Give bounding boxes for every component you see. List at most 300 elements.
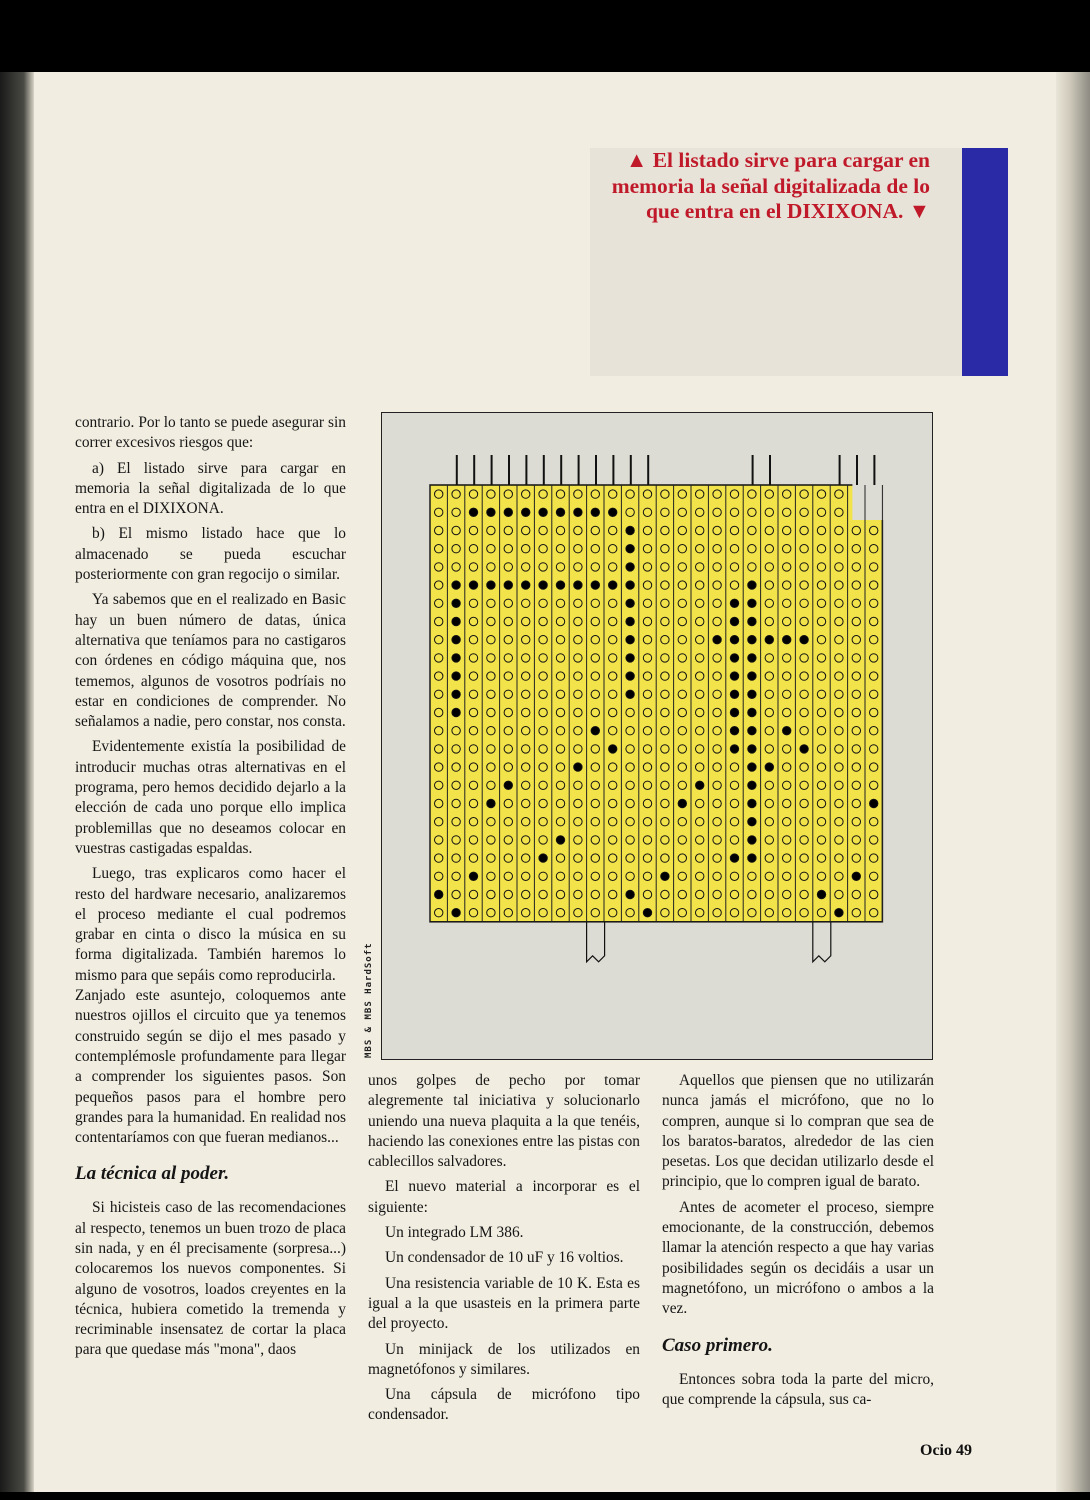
board-hole [435,563,443,571]
board-hole [435,799,443,807]
paragraph: a) El listado sirve para cargar en memoria la señal digitalizada de lo que entra en el DIXIXONA. [75,459,346,518]
board-hole [852,672,860,680]
board-hole [522,672,530,680]
board-hole [469,745,477,753]
board-hole [626,708,634,716]
board-hole [713,599,721,607]
board-hole [730,490,738,498]
board-hole [504,890,512,898]
board-hole [661,654,669,662]
solder-point [452,672,460,680]
board-hole [870,836,878,844]
board-hole [800,508,808,516]
solder-point [626,545,634,553]
board-hole [661,563,669,571]
board-hole [783,599,791,607]
paragraph: Ya sabemos que en el realizado en Basic hay un buen número de datas, única alternativa que teníamos para no castigaros con órdenes en código máquina que, nos tememos, algunos de vosotros podríais no estar en condiciones de comprender. No señalamos a nadie, pero constar, nos consta. [75,591,346,731]
board-hole [591,818,599,826]
solder-point [730,599,738,607]
solder-point [748,636,756,644]
board-hole [696,526,704,534]
board-hole [574,909,582,917]
board-hole [730,890,738,898]
board-hole [835,763,843,771]
board-hole [522,745,530,753]
board-hole [817,818,825,826]
board-hole [522,890,530,898]
board-hole [452,799,460,807]
board-hole [817,581,825,589]
board-hole [626,727,634,735]
board-hole [469,708,477,716]
board-hole [539,745,547,753]
board-hole [539,654,547,662]
solder-point [748,799,756,807]
board-hole [574,872,582,880]
board-hole [487,690,495,698]
board-hole [765,508,773,516]
board-hole [556,654,564,662]
board-hole [539,818,547,826]
board-hole [539,763,547,771]
board-hole [765,654,773,662]
board-hole [469,690,477,698]
board-hole [435,818,443,826]
solder-point [487,508,495,516]
board-hole [713,654,721,662]
solder-point [800,745,808,753]
board-hole [452,872,460,880]
board-hole [556,708,564,716]
board-hole [765,799,773,807]
solder-point [800,636,808,644]
board-hole [626,781,634,789]
board-hole [469,799,477,807]
board-hole [504,854,512,862]
board-hole [574,781,582,789]
board-hole [522,490,530,498]
board-hole [696,745,704,753]
board-hole [574,654,582,662]
section-heading: Caso primero. [662,1334,773,1356]
board-hole [730,508,738,516]
board-hole [817,636,825,644]
solder-point [748,836,756,844]
board-hole [504,545,512,553]
board-hole [609,708,617,716]
board-hole [487,745,495,753]
board-hole [539,836,547,844]
board-hole [730,763,738,771]
section-heading: La técnica al poder. [75,1163,230,1185]
board-hole [748,890,756,898]
solder-point [574,763,582,771]
board-hole [800,763,808,771]
list-item: Una cápsula de micrófono tipo condensador. [368,1386,640,1424]
board-hole [852,617,860,625]
board-hole [609,763,617,771]
board-hole [678,690,686,698]
board-hole [556,854,564,862]
board-hole [609,854,617,862]
solder-point [452,581,460,589]
board-hole [435,909,443,917]
board-hole [696,672,704,680]
board-hole [591,526,599,534]
board-hole [696,836,704,844]
solder-point [574,581,582,589]
board-hole [783,799,791,807]
board-hole [800,526,808,534]
board-hole [591,672,599,680]
board-hole [591,909,599,917]
board-hole [835,727,843,735]
board-hole [643,799,651,807]
board-hole [539,708,547,716]
board-hole [835,654,843,662]
board-hole [835,854,843,862]
solder-point [748,781,756,789]
board-hole [574,563,582,571]
board-hole [435,763,443,771]
board-hole [783,490,791,498]
board-hole [870,654,878,662]
solder-point [748,672,756,680]
board-hole [435,708,443,716]
solder-point [609,508,617,516]
board-hole [852,727,860,735]
scan-bottom-border [0,1492,1090,1500]
board-hole [852,890,860,898]
board-hole [696,854,704,862]
board-hole [817,690,825,698]
board-hole [522,781,530,789]
board-hole [870,599,878,607]
board-hole [713,818,721,826]
board-hole [591,799,599,807]
board-hole [609,690,617,698]
board-hole [800,654,808,662]
solder-point [504,508,512,516]
text-column-1 [75,413,346,1361]
board-hole [783,508,791,516]
board-hole [574,727,582,735]
solder-point [626,636,634,644]
board-hole [765,909,773,917]
board-hole [852,545,860,553]
board-hole [730,563,738,571]
board-hole [765,599,773,607]
board-hole [730,836,738,844]
board-hole [487,781,495,789]
board-hole [591,708,599,716]
board-hole [678,854,686,862]
board-hole [835,617,843,625]
board-hole [643,599,651,607]
board-hole [609,654,617,662]
solder-point [452,909,460,917]
board-hole [870,708,878,716]
board-hole [522,708,530,716]
board-hole [783,890,791,898]
board-hole [539,727,547,735]
board-notch [852,484,883,520]
board-hole [765,890,773,898]
solder-point [487,581,495,589]
board-hole [609,818,617,826]
board-hole [574,836,582,844]
solder-point [730,727,738,735]
board-hole [817,526,825,534]
board-hole [713,727,721,735]
solder-point [626,563,634,571]
board-hole [765,617,773,625]
board-hole [435,854,443,862]
board-hole [504,617,512,625]
board-hole [852,581,860,589]
board-hole [591,836,599,844]
board-hole [487,545,495,553]
board-hole [696,763,704,771]
board-hole [435,745,443,753]
board-hole [609,563,617,571]
board-hole [487,672,495,680]
page-number: Ocio 49 [920,1442,972,1459]
board-hole [591,617,599,625]
board-hole [678,599,686,607]
board-hole [643,781,651,789]
solder-point [435,890,443,898]
list-item: Una resistencia variable de 10 K. Esta es igual a la que usasteis en la primera parte del proyecto. [368,1274,640,1333]
board-hole [522,818,530,826]
board-hole [800,799,808,807]
solder-point [626,526,634,534]
board-hole [730,545,738,553]
board-hole [748,872,756,880]
board-hole [504,490,512,498]
board-hole [435,836,443,844]
board-hole [852,636,860,644]
board-hole [539,636,547,644]
board-hole [539,890,547,898]
board-hole [765,745,773,753]
solder-point [748,690,756,698]
board-hole [574,636,582,644]
board-hole [835,799,843,807]
solder-point [556,836,564,844]
board-hole [713,781,721,789]
board-hole [817,508,825,516]
scan-top-border [0,0,1090,72]
board-hole [800,836,808,844]
wire-lead [813,922,831,962]
board-hole [522,654,530,662]
board-hole [678,508,686,516]
solder-point [678,799,686,807]
solder-point [817,890,825,898]
board-hole [765,490,773,498]
figure-credit: MBS & MBS HardSoft [364,942,374,1058]
board-hole [817,708,825,716]
board-hole [643,890,651,898]
board-hole [835,490,843,498]
board-hole [609,909,617,917]
board-hole [591,490,599,498]
board-hole [435,690,443,698]
list-item: Un condensador de 10 uF y 16 voltios. [385,1249,624,1267]
board-hole [835,508,843,516]
board-hole [469,854,477,862]
board-hole [800,781,808,789]
board-hole [870,745,878,753]
board-hole [852,781,860,789]
solder-point [591,727,599,735]
board-hole [643,654,651,662]
board-hole [870,636,878,644]
board-hole [817,909,825,917]
board-hole [591,854,599,862]
board-hole [591,781,599,789]
board-hole [661,763,669,771]
board-hole [452,563,460,571]
board-hole [609,617,617,625]
board-hole [556,872,564,880]
board-hole [800,854,808,862]
board-hole [678,672,686,680]
board-hole [435,654,443,662]
board-hole [783,909,791,917]
board-hole [574,672,582,680]
solder-point [661,872,669,880]
board-hole [765,708,773,716]
board-hole [539,526,547,534]
board-hole [817,745,825,753]
board-hole [800,563,808,571]
board-hole [574,599,582,607]
board-hole [661,581,669,589]
board-hole [730,872,738,880]
board-hole [556,690,564,698]
board-hole [574,818,582,826]
paragraph: Aquellos que piensen que no utilizarán nunca jamás el micrófono, que no lo compren, aunque si lo compran que sea de los baratos-baratos, alrededor de las cien pesetas. Los que decidan utilizarlo desde el principio, que lo compren igual de barato. [662,1072,934,1191]
board-hole [487,854,495,862]
solder-point [696,781,704,789]
solder-point [504,581,512,589]
board-hole [591,636,599,644]
board-hole [800,672,808,680]
board-hole [591,545,599,553]
board-hole [487,708,495,716]
board-hole [730,818,738,826]
board-hole [783,545,791,553]
board-hole [696,708,704,716]
board-hole [713,581,721,589]
board-hole [852,836,860,844]
board-hole [661,781,669,789]
board-hole [574,854,582,862]
solder-point [643,909,651,917]
board-hole [835,690,843,698]
board-hole [678,581,686,589]
board-hole [504,872,512,880]
board-hole [783,617,791,625]
board-hole [435,599,443,607]
board-hole [487,490,495,498]
board-hole [817,545,825,553]
board-hole [643,854,651,862]
solder-point [730,636,738,644]
board-hole [452,781,460,789]
board-hole [643,690,651,698]
board-hole [626,508,634,516]
solder-point [748,617,756,625]
board-hole [713,745,721,753]
board-hole [591,745,599,753]
board-hole [556,545,564,553]
board-hole [626,799,634,807]
board-hole [800,909,808,917]
board-hole [487,909,495,917]
board-hole [696,490,704,498]
board-hole [539,617,547,625]
paragraph: Antes de acometer el proceso, siempre emocionante, de la construcción, debemos llamar la atención respecto a que hay varias posibilidades según os decidáis a usar un magnetófono, un micrófono o ambos a la vez. [662,1198,934,1318]
board-hole [504,909,512,917]
board-hole [435,545,443,553]
board-hole [591,763,599,771]
board-hole [800,708,808,716]
board-hole [435,727,443,735]
board-hole [852,599,860,607]
board-hole [661,909,669,917]
board-hole [800,490,808,498]
board-hole [696,909,704,917]
board-hole [835,890,843,898]
solder-point [852,872,860,880]
board-hole [765,545,773,553]
board-hole [609,636,617,644]
solder-point [609,745,617,753]
board-hole [643,672,651,680]
board-hole [783,781,791,789]
board-hole [504,799,512,807]
solder-point [730,745,738,753]
board-hole [591,690,599,698]
board-hole [783,763,791,771]
board-hole [643,545,651,553]
solder-point [748,818,756,826]
board-hole [539,781,547,789]
board-hole [609,526,617,534]
board-hole [452,526,460,534]
board-hole [452,727,460,735]
solder-point [452,636,460,644]
board-hole [817,872,825,880]
board-hole [522,909,530,917]
solder-point [835,909,843,917]
solder-point [591,581,599,589]
board-hole [817,490,825,498]
board-hole [556,763,564,771]
solder-point [626,581,634,589]
solder-point [748,854,756,862]
board-hole [678,872,686,880]
paragraph: Entonces sobra toda la parte del micro, que comprende la cápsula, sus ca- [662,1370,934,1408]
board-hole [730,526,738,534]
board-hole [678,781,686,789]
board-hole [678,545,686,553]
solder-point [626,672,634,680]
board-hole [574,490,582,498]
